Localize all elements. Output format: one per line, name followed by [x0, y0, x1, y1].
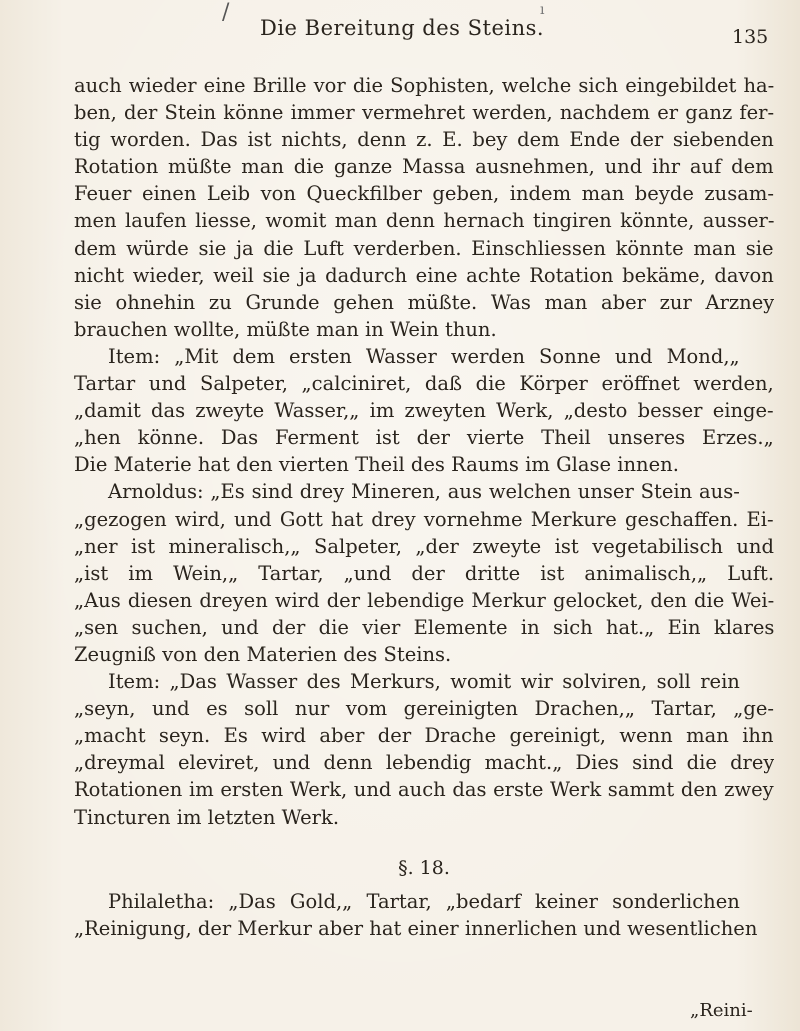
text-line: Tartar und Salpeter, „calciniret, daß die Körper eröffnet werden, [74, 372, 774, 396]
text-line: „ner ist mineralisch,„ Salpeter, „der zweyte ist vegetabilisch und [74, 534, 774, 558]
text-line: Zeugniß von den Materien des Steins. [74, 642, 452, 666]
text-line: „Aus diesen dreyen wird der lebendige Merkur gelocket, den die Wei- [74, 588, 774, 612]
text-line: Die Materie hat den vierten Theil des Raums im Glase innen. [74, 453, 679, 477]
text-line: „sen suchen, und der die vier Elemente in sich hat.„ Ein klares [74, 615, 774, 639]
text-line: auch wieder eine Brille vor die Sophisten, welche sich eingebildet ha- [74, 74, 774, 97]
section-number: §. 18. [398, 856, 450, 879]
text-line: „seyn, und es soll nur vom gereinigten Drachen,„ Tartar, „ge- [74, 697, 774, 721]
text-line: brauchen wollte, müßte man in Wein thun. [74, 317, 497, 341]
running-head: Die Bereitung des Steins. [260, 16, 545, 40]
text-line: men laufen liesse, womit man denn hernach tingiren könnte, ausser- [74, 209, 774, 233]
text-line: Philaletha: „Das Gold,„ Tartar, „bedarf keiner sonderlichen [108, 889, 740, 913]
paragraph [74, 343, 774, 478]
text-line: Tincturen im letzten Werk. [74, 805, 340, 829]
paragraph-list [74, 72, 774, 831]
text-line: „macht seyn. Es wird aber der Drache gereinigt, wenn man ihn [74, 724, 774, 748]
text-line: Rotation müßte man die ganze Massa ausnehmen, und ihr auf dem [74, 155, 774, 179]
margin-mark: ı [540, 2, 545, 18]
text-line: sie ohnehin zu Grunde gehen müßte. Was man aber zur Arzney [74, 290, 774, 314]
catchword: „Reini- [690, 1000, 753, 1021]
paragraph [74, 668, 774, 831]
text-line: nicht wieder, weil sie ja dadurch eine achte Rotation bekäme, davon [74, 263, 774, 287]
text-line: „damit das zweyte Wasser,„ im zweyten Werk, „desto besser einge- [74, 399, 774, 423]
text-line: tig worden. Das ist nichts, denn z. E. bey dem Ende der siebenden [74, 128, 774, 152]
text-line: Feuer einen Leib von Queckfilber geben, indem man beyde zusam- [74, 182, 774, 206]
text-line: „hen könne. Das Ferment ist der vierte Theil unseres Erzes.„ [74, 426, 774, 450]
paragraph [74, 72, 774, 343]
page-number: 135 [732, 26, 769, 48]
final-paragraph [74, 888, 774, 942]
text-line: „Reinigung, der Merkur aber hat einer innerlichen und wesentlichen [74, 916, 758, 940]
text-line: „dreymal eleviret, und denn lebendig macht.„ Dies sind die drey [74, 751, 774, 775]
text-line: ben, der Stein könne immer vermehret werden, nachdem er ganz fer- [74, 101, 774, 125]
text-line: Item: „Das Wasser des Merkurs, womit wir solviren, soll rein [108, 670, 740, 694]
paragraph [74, 888, 774, 942]
text-line: „gezogen wird, und Gott hat drey vornehme Merkure geschaffen. Ei- [74, 507, 774, 531]
body-text [74, 72, 774, 942]
text-line: „ist im Wein,„ Tartar, „und der dritte ist animalisch,„ Luft. [74, 561, 774, 585]
paragraph [74, 478, 774, 668]
margin-mark: / [222, 0, 230, 25]
text-line: dem würde sie ja die Luft verderben. Einschliessen könnte man sie [74, 236, 774, 260]
text-line: Rotationen im ersten Werk, und auch das erste Werk sammt den zwey [74, 778, 774, 802]
text-line: Arnoldus: „Es sind drey Mineren, aus welchen unser Stein aus- [108, 480, 740, 504]
text-line: Item: „Mit dem ersten Wasser werden Sonne und Mond,„ [108, 344, 740, 368]
